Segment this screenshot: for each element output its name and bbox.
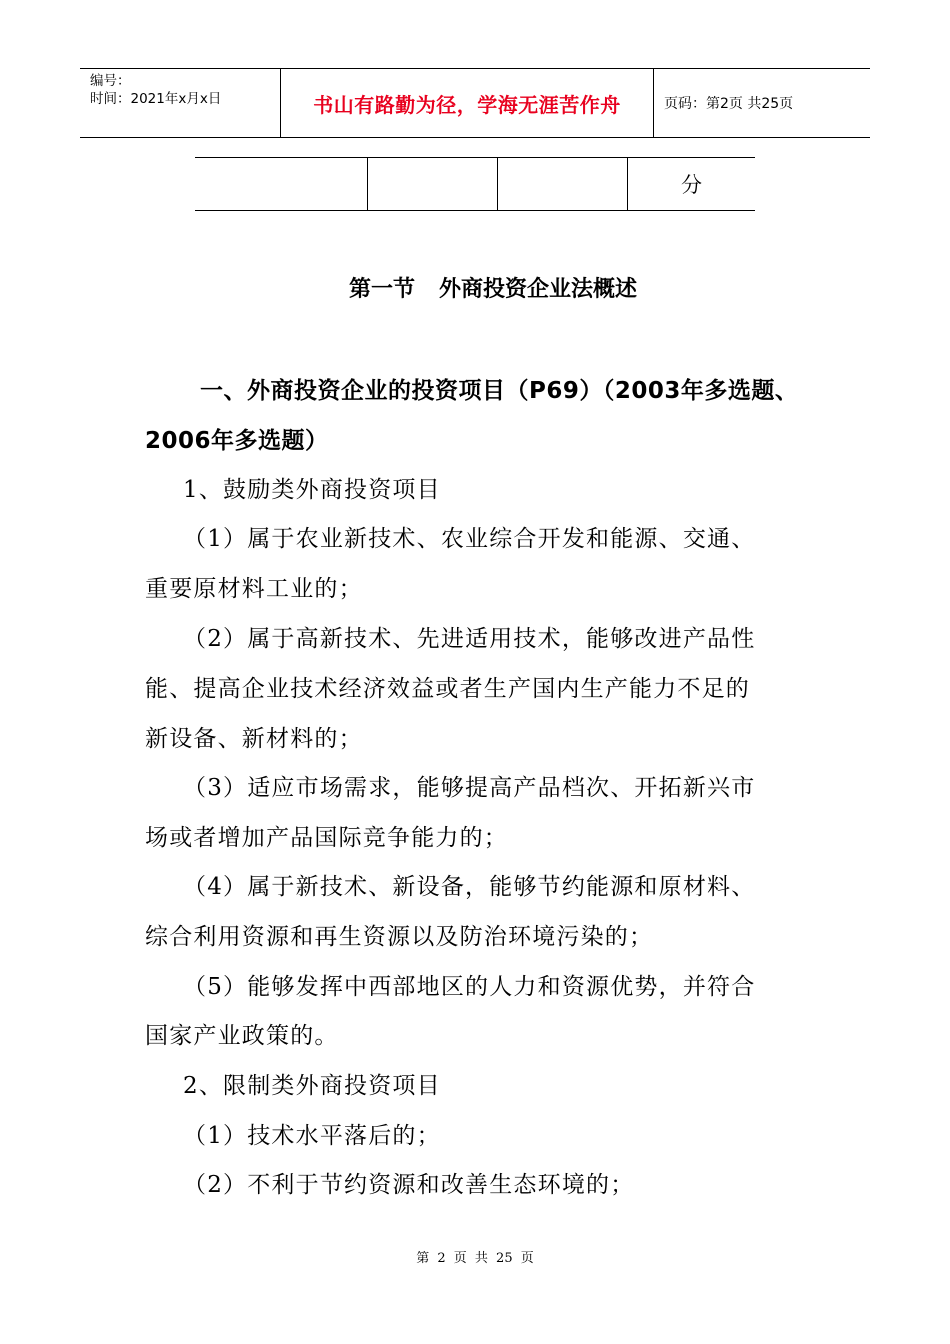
section-number: 第一节 [348,277,415,302]
score-cell [498,158,628,210]
body-paragraph: 综合利用资源和再生资源以及防治环境污染的； [145,924,654,950]
score-cell-unit: 分 [681,173,702,197]
score-cell [368,158,498,210]
body-paragraph: （5）能够发挥中西部地区的人力和资源优势，并符合 [183,974,756,1000]
header-page-info [654,69,870,137]
subsection-heading: 一、外商投资企业的投资项目（P69）（2003年多选题、 [200,378,799,404]
page-header [80,68,870,138]
body-paragraph: （1）技术水平落后的； [183,1123,441,1149]
page-number-info: 页码：第2页 共25页 [664,96,794,112]
body-paragraph: 新设备、新材料的； [145,726,363,752]
page-footer: 第 2 页 共 25 页 [416,1251,534,1266]
body-paragraph: 国家产业政策的。 [145,1023,339,1049]
body-paragraph: （2）属于高新技术、先进适用技术，能够改进产品性 [183,626,756,652]
body-paragraph: 2、限制类外商投资项目 [183,1073,441,1099]
score-cell [195,158,368,210]
score-table [195,157,755,211]
body-paragraph: （2）不利于节约资源和改善生态环境的； [183,1172,635,1198]
section-name: 外商投资企业法概述 [439,277,638,302]
body-paragraph: （1）属于农业新技术、农业综合开发和能源、交通、 [183,526,756,552]
body-paragraph: 场或者增加产品国际竞争能力的； [145,825,508,851]
document-date: 时间：2021年x月x日 [90,91,222,107]
section-title [0,272,950,303]
body-paragraph: 1、鼓励类外商投资项目 [183,477,441,503]
document-number-label: 编号： [90,73,131,89]
subsection-heading-cont: 2006年多选题） [145,428,329,454]
body-paragraph: 重要原材料工业的； [145,576,363,602]
body-paragraph: 能、提高企业技术经济效益或者生产国内生产能力不足的 [145,676,750,702]
body-paragraph: （4）属于新技术、新设备，能够节约能源和原材料、 [183,874,756,900]
header-motto: 书山有路勤为径，学海无涯苦作舟 [313,92,621,117]
header-meta [80,69,281,137]
body-paragraph: （3）适应市场需求，能够提高产品档次、开拓新兴市 [183,775,756,801]
header-motto-cell [281,69,654,137]
